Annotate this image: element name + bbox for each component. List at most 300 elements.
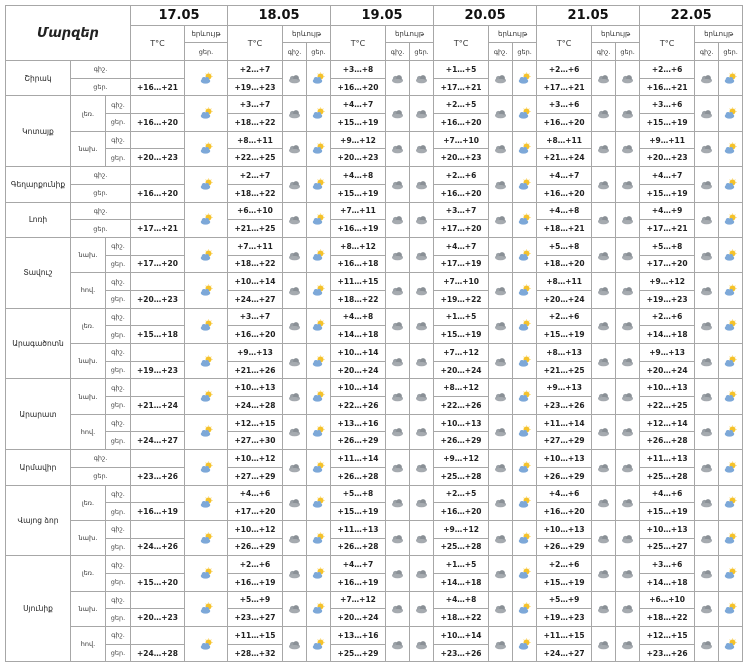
cloudy-icon [620,213,635,226]
temperature-cell: +15…+19 [331,503,386,521]
temperature-cell: +9…+12 [331,131,386,149]
day-icon-cell [513,61,537,96]
temperature-cell: +2…+6 [640,61,695,79]
time-of-day: գիշ. [106,520,131,538]
day-icon-cell [410,627,434,662]
temperature-cell: +2…+6 [434,167,489,185]
cloudy-icon [414,461,429,474]
temperature-cell: +24…+26 [131,538,185,556]
temperature-cell: +5…+8 [640,237,695,255]
night-icon-cell [283,96,307,131]
cloudy-icon [493,249,508,262]
temperature-cell: +28…+32 [228,644,283,662]
day-icon-cell [616,627,640,662]
temperature-cell: +18…+22 [434,609,489,627]
table-row [6,450,743,468]
night-icon-cell [695,591,719,626]
temperature-cell: +23…+27 [228,609,283,627]
temperature-cell: +16…+20 [228,326,283,344]
temperature-cell: +19…+23 [131,361,185,379]
night-icon-cell [489,308,513,343]
cloudy-icon [596,213,611,226]
time-of-day: ցեր. [71,467,131,485]
night-icon-cell [489,273,513,308]
cloudy-icon [287,602,302,615]
weather-icon-cell [185,237,228,272]
partly-cloudy-icon [311,284,326,297]
night-icon-cell [283,308,307,343]
night-icon-cell [283,414,307,449]
temperature-cell: +3…+8 [331,61,386,79]
partly-cloudy-icon [311,72,326,85]
partly-cloudy-icon [723,461,738,474]
night-icon-cell [592,520,616,555]
cloudy-icon [390,496,405,509]
temperature-cell: +20…+24 [331,361,386,379]
cloudy-icon [596,567,611,580]
night-icon-cell [592,450,616,485]
cloudy-icon [493,319,508,332]
temperature-cell: +7…+10 [434,273,489,291]
day-icon-cell [307,237,331,272]
partly-cloudy-icon [199,532,214,545]
time-of-day: ցեր. [106,397,131,415]
night-icon-cell [695,450,719,485]
temperature-cell: +20…+23 [434,149,489,167]
temperature-cell: +4…+7 [331,556,386,574]
cloudy-icon [596,178,611,191]
partly-cloudy-icon [723,107,738,120]
partly-cloudy-icon [311,602,326,615]
temperature-cell [131,556,185,574]
temperature-cell: +15…+19 [537,326,592,344]
partly-cloudy-icon [199,319,214,332]
temperature-cell: +21…+25 [228,220,283,238]
temperature-cell: +2…+6 [228,556,283,574]
temperature-cell [131,450,185,468]
temperature-cell: +8…+11 [537,273,592,291]
cloudy-icon [493,178,508,191]
partly-cloudy-icon [723,567,738,580]
temperature-cell: +16…+20 [537,114,592,132]
night-icon-cell [592,485,616,520]
cloudy-icon [287,319,302,332]
night-icon-cell [283,379,307,414]
day-subheader: ցեր. [719,43,743,61]
day-icon-cell [307,344,331,379]
partly-cloudy-icon [311,107,326,120]
night-icon-cell [695,485,719,520]
night-icon-cell [695,202,719,237]
date-header: 19.05 [331,6,434,26]
day-icon-cell [410,485,434,520]
date-header: 20.05 [434,6,537,26]
cloudy-icon [493,142,508,155]
partly-cloudy-icon [199,72,214,85]
temperature-cell: +4…+8 [331,167,386,185]
day-icon-cell [410,344,434,379]
weather-icon-cell [185,167,228,202]
cloudy-icon [596,425,611,438]
day-icon-cell [410,202,434,237]
cloudy-icon [390,390,405,403]
cloudy-icon [390,249,405,262]
day-icon-cell [616,556,640,591]
time-of-day: գիշ. [71,202,131,220]
cloudy-icon [699,355,714,368]
day-icon-cell [616,237,640,272]
cloudy-icon [596,142,611,155]
cloudy-icon [390,638,405,651]
temperature-cell: +3…+6 [537,96,592,114]
temperature-cell: +25…+28 [434,538,489,556]
cloudy-icon [596,532,611,545]
day-icon-cell [616,414,640,449]
night-icon-cell [283,167,307,202]
cloudy-icon [414,72,429,85]
temperature-cell: +9…+11 [640,131,695,149]
table-row [6,627,743,645]
partly-cloudy-icon [199,461,214,474]
temperature-cell: +3…+6 [640,556,695,574]
area-name: լեռ. [71,485,106,520]
time-of-day: ցեր. [71,184,131,202]
cloudy-icon [699,461,714,474]
night-icon-cell [592,61,616,96]
day-icon-cell [513,379,537,414]
area-name: լեռ. [71,308,106,343]
night-icon-cell [695,414,719,449]
cloudy-icon [414,496,429,509]
day-icon-cell [513,627,537,662]
day-icon-cell [513,96,537,131]
night-icon-cell [283,131,307,166]
night-icon-cell [386,61,410,96]
temperature-cell: +22…+25 [228,149,283,167]
temperature-cell: +4…+7 [537,167,592,185]
temperature-cell: +10…+13 [228,379,283,397]
temperature-cell: +6…+10 [640,591,695,609]
temperature-cell: +21…+25 [537,361,592,379]
night-icon-cell [386,379,410,414]
cloudy-icon [414,355,429,368]
partly-cloudy-icon [517,638,532,651]
cloudy-icon [390,142,405,155]
temperature-cell: +15…+19 [640,184,695,202]
region-name: Կոտայք [6,96,71,167]
partly-cloudy-icon [723,390,738,403]
cloudy-icon [493,72,508,85]
temperature-cell: +26…+28 [331,467,386,485]
temperature-cell: +1…+5 [434,61,489,79]
temperature-cell: +23…+26 [537,397,592,415]
cloudy-icon [287,390,302,403]
time-of-day: ցեր. [71,78,131,96]
area-name: հով. [71,273,106,308]
table-row [6,520,743,538]
day-icon-cell [719,308,743,343]
region-name: Լոռի [6,202,71,237]
temperature-cell: +18…+22 [331,290,386,308]
cloudy-icon [414,178,429,191]
weather-icon-cell [185,485,228,520]
night-icon-cell [386,591,410,626]
night-icon-cell [592,202,616,237]
temperature-cell: +25…+28 [640,467,695,485]
cloudy-icon [390,72,405,85]
weather-icon-cell [185,131,228,166]
cloudy-icon [287,72,302,85]
temperature-cell: +8…+11 [228,131,283,149]
temp-col-header: T°C [434,26,489,61]
temperature-cell: +10…+14 [331,379,386,397]
temperature-cell: +17…+20 [228,503,283,521]
temperature-cell: +12…+14 [640,414,695,432]
day-icon-cell [307,273,331,308]
temperature-cell: +2…+5 [434,96,489,114]
time-of-day: գիշ. [106,556,131,574]
sky-col-header: երևույթ [592,26,640,43]
cloudy-icon [493,602,508,615]
night-icon-cell [283,237,307,272]
day-icon-cell [616,485,640,520]
cloudy-icon [287,567,302,580]
weather-icon-cell [185,61,228,96]
cloudy-icon [620,355,635,368]
cloudy-icon [620,390,635,403]
day-icon-cell [616,167,640,202]
temperature-cell: +20…+23 [131,609,185,627]
day-icon-cell [719,131,743,166]
day-icon-cell [513,591,537,626]
temperature-cell: +16…+19 [331,573,386,591]
cloudy-icon [414,142,429,155]
day-icon-cell [719,344,743,379]
temperature-cell: +26…+28 [331,538,386,556]
cloudy-icon [287,461,302,474]
time-of-day: ցեր. [106,609,131,627]
temperature-cell: +2…+6 [537,308,592,326]
day-icon-cell [410,379,434,414]
night-icon-cell [386,202,410,237]
cloudy-icon [596,461,611,474]
day-icon-cell [410,591,434,626]
region-name: Տավուշ [6,237,71,308]
day-icon-cell [719,414,743,449]
cloudy-icon [414,107,429,120]
temperature-cell: +14…+18 [331,326,386,344]
partly-cloudy-icon [311,319,326,332]
temperature-cell: +10…+13 [537,450,592,468]
temperature-cell: +12…+15 [228,414,283,432]
table-row [6,591,743,609]
partly-cloudy-icon [311,213,326,226]
night-icon-cell [386,450,410,485]
temperature-cell: +27…+29 [228,467,283,485]
temperature-cell: +8…+12 [331,237,386,255]
area-name: նախ. [71,591,106,626]
area-name: հով. [71,627,106,662]
partly-cloudy-icon [199,567,214,580]
temperature-cell: +13…+16 [331,627,386,645]
day-icon-cell [616,131,640,166]
cloudy-icon [287,638,302,651]
temperature-cell: +9…+13 [228,344,283,362]
night-icon-cell [283,344,307,379]
temperature-cell: +16…+20 [131,184,185,202]
night-icon-cell [386,167,410,202]
day-icon-cell [513,131,537,166]
day-icon-cell [513,414,537,449]
cloudy-icon [620,425,635,438]
partly-cloudy-icon [723,532,738,545]
day-icon-cell [719,379,743,414]
partly-cloudy-icon [199,213,214,226]
time-of-day: ցեր. [106,290,131,308]
partly-cloudy-icon [199,284,214,297]
temperature-cell: +12…+15 [640,627,695,645]
temperature-cell: +19…+23 [228,78,283,96]
cloudy-icon [493,425,508,438]
cloudy-icon [620,602,635,615]
night-subheader: գիշ. [386,43,410,61]
day-icon-cell [307,591,331,626]
temperature-cell: +4…+7 [434,237,489,255]
temperature-cell: +11…+13 [640,450,695,468]
night-icon-cell [386,308,410,343]
night-icon-cell [386,131,410,166]
day-icon-cell [719,273,743,308]
cloudy-icon [493,461,508,474]
cloudy-icon [390,567,405,580]
partly-cloudy-icon [199,249,214,262]
cloudy-icon [414,638,429,651]
cloudy-icon [596,390,611,403]
temperature-cell: +4…+8 [331,308,386,326]
day-icon-cell [513,520,537,555]
night-icon-cell [592,131,616,166]
area-name: նախ. [71,344,106,379]
temperature-cell: +25…+29 [331,644,386,662]
temperature-cell: +20…+23 [640,149,695,167]
table-row [6,308,743,326]
day-icon-cell [719,450,743,485]
temperature-cell: +16…+20 [131,114,185,132]
table-row [6,237,743,255]
day-icon-cell [513,344,537,379]
region-name: Վայոց ձոր [6,485,71,556]
weather-icon-cell [185,379,228,414]
temperature-cell: +25…+28 [434,467,489,485]
cloudy-icon [596,602,611,615]
night-icon-cell [283,202,307,237]
night-icon-cell [283,520,307,555]
temperature-cell: +18…+22 [228,255,283,273]
cloudy-icon [620,461,635,474]
weather-icon-cell [185,520,228,555]
temperature-cell: +2…+7 [228,167,283,185]
day-icon-cell [513,308,537,343]
night-icon-cell [386,273,410,308]
temperature-cell: +22…+26 [331,397,386,415]
time-of-day: գիշ. [106,237,131,255]
partly-cloudy-icon [517,178,532,191]
partly-cloudy-icon [517,319,532,332]
temperature-cell: +4…+8 [537,202,592,220]
temperature-cell: +16…+21 [131,78,185,96]
time-of-day: գիշ. [106,308,131,326]
night-icon-cell [489,627,513,662]
night-icon-cell [283,61,307,96]
night-icon-cell [695,131,719,166]
table-row [6,414,743,432]
cloudy-icon [493,390,508,403]
cloudy-icon [390,213,405,226]
temperature-cell: +4…+7 [331,96,386,114]
temperature-cell: +10…+13 [537,520,592,538]
cloudy-icon [620,496,635,509]
cloudy-icon [390,284,405,297]
day-icon-cell [307,450,331,485]
partly-cloudy-icon [517,390,532,403]
day-icon-cell [307,485,331,520]
region-name: Արարատ [6,379,71,450]
area-name: նախ. [71,379,106,414]
day-icon-cell [410,237,434,272]
temperature-cell: +15…+19 [640,114,695,132]
partly-cloudy-icon [517,532,532,545]
day-icon-cell [307,520,331,555]
temperature-cell: +3…+7 [228,96,283,114]
day-icon-cell [719,237,743,272]
partly-cloudy-icon [311,142,326,155]
partly-cloudy-icon [723,602,738,615]
cloudy-icon [699,319,714,332]
night-icon-cell [489,202,513,237]
cloudy-icon [699,107,714,120]
temperature-cell [131,591,185,609]
temperature-cell: +15…+19 [331,114,386,132]
temperature-cell: +16…+18 [331,255,386,273]
temperature-cell: +11…+13 [331,520,386,538]
partly-cloudy-icon [517,142,532,155]
temperature-cell: +16…+19 [228,573,283,591]
temperature-cell: +7…+11 [331,202,386,220]
night-icon-cell [592,273,616,308]
weather-icon-cell [185,308,228,343]
temperature-cell: +20…+23 [331,149,386,167]
temperature-cell: +17…+20 [131,255,185,273]
night-subheader: գիշ. [489,43,513,61]
temperature-cell: +10…+13 [640,520,695,538]
cloudy-icon [699,638,714,651]
night-icon-cell [283,627,307,662]
time-of-day: գիշ. [71,450,131,468]
day-subheader: ցեր. [185,43,228,61]
cloudy-icon [596,107,611,120]
temperature-cell: +20…+24 [331,609,386,627]
temperature-cell: +16…+20 [434,184,489,202]
night-icon-cell [489,591,513,626]
temperature-cell: +16…+20 [434,503,489,521]
temperature-cell: +26…+29 [228,538,283,556]
partly-cloudy-icon [517,425,532,438]
partly-cloudy-icon [311,461,326,474]
day-icon-cell [616,520,640,555]
cloudy-icon [390,602,405,615]
day-icon-cell [719,167,743,202]
time-of-day: ցեր. [106,149,131,167]
